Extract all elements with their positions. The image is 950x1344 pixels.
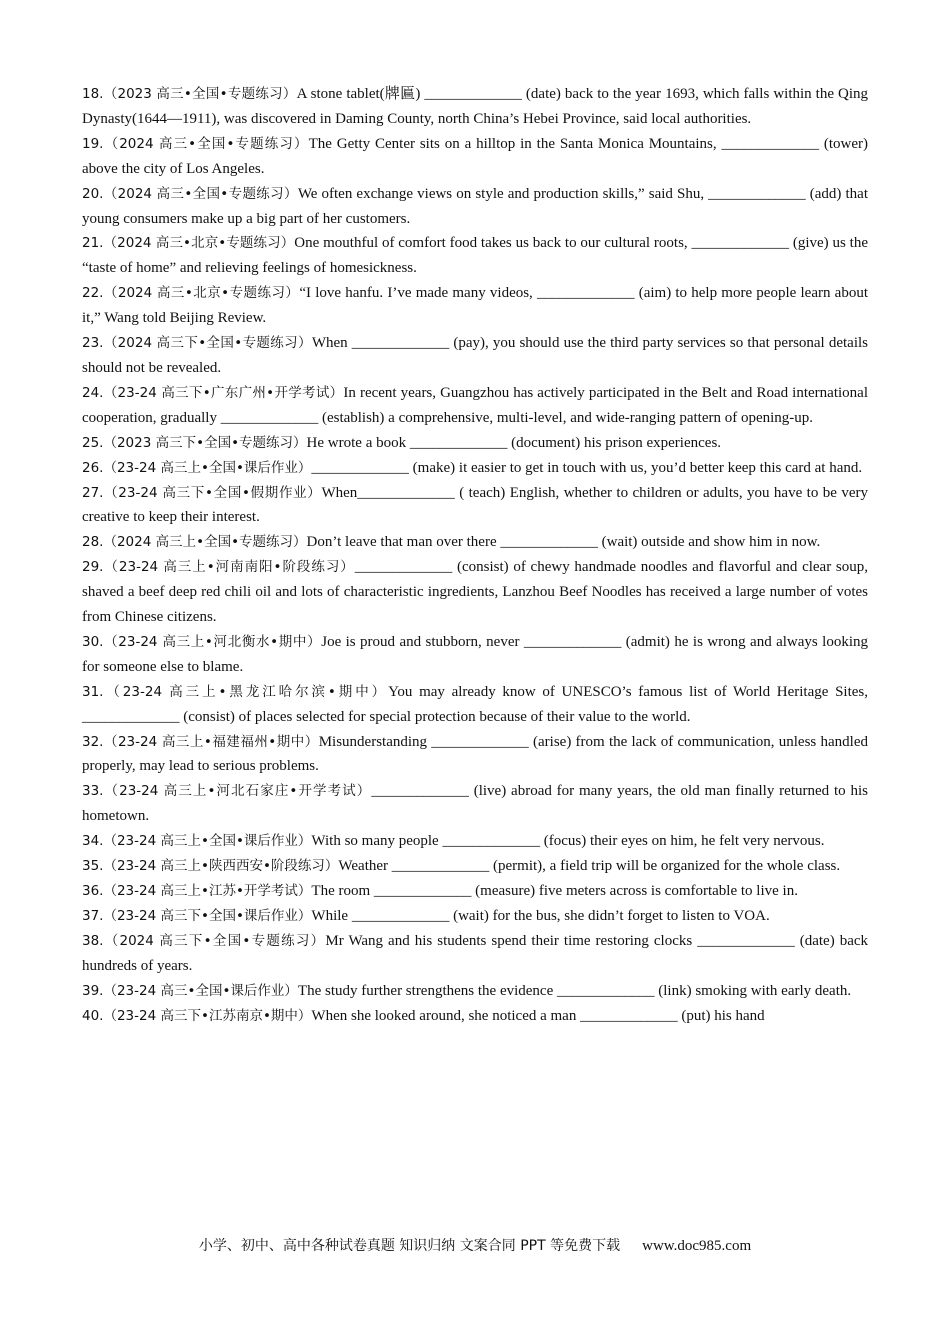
question-item	[82, 829, 868, 854]
question-source: 21.（2024 高三•北京•专题练习）	[82, 235, 295, 252]
question-source: 32.（23-24 高三上•福建福州•期中）	[82, 733, 319, 750]
question-text: The study further strengthens the evidence _____________ (link) smoking with early death.	[297, 982, 852, 999]
question-item	[82, 854, 868, 879]
question-item	[82, 481, 868, 531]
question-text: _____________ (consist) of chewy handmade noodles and flavorful and clear soup, shaved a beef deep red chili oil and lots of characteristic ingredients, Lanzhou Beef Noodles has received a large number of votes from Chinese citizens.	[82, 559, 868, 626]
question-item	[82, 456, 868, 481]
question-source: 19.（2024 高三•全国•专题练习）	[82, 135, 309, 152]
question-text: The Getty Center sits on a hilltop in the Santa Monica Mountains, _____________ (tower) above the city of Los Angeles.	[82, 135, 868, 177]
question-source: 18.（2023 高三•全国•专题练习）	[82, 86, 297, 102]
page-footer	[0, 1235, 950, 1255]
question-text: Weather _____________ (permit), a field trip will be organized for the whole class.	[338, 858, 841, 875]
question-source: 35.（23-24 高三上•陕西西安•阶段练习）	[82, 858, 339, 875]
question-item	[82, 630, 868, 680]
footer-url: www.doc985.com	[642, 1238, 752, 1254]
question-source: 26.（23-24 高三上•全国•课后作业）	[82, 459, 312, 476]
question-source: 38.（2024 高三下•全国•专题练习）	[82, 932, 326, 949]
question-text: We often exchange views on style and production skills,” said Shu, _____________ (add) that young consumers make up a big part of her customers.	[82, 185, 868, 227]
question-text: He wrote a book _____________ (document) his prison experiences.	[306, 434, 722, 451]
question-text: You may already know of UNESCO’s famous list of World Heritage Sites, _____________ (consist) of places selected for special protection because of their value to the world.	[82, 683, 868, 725]
question-text: While _____________ (wait) for the bus, she didn’t forget to listen to VOA.	[311, 907, 770, 924]
question-item	[82, 680, 868, 730]
question-source: 24.（23-24 高三下•广东广州•开学考试）	[82, 384, 344, 401]
question-item	[82, 929, 868, 979]
question-source: 33.（23-24 高三上•河北石家庄•开学考试）	[82, 783, 372, 800]
question-source: 29.（23-24 高三上•河南南阳•阶段练习）	[82, 559, 355, 576]
question-item	[82, 431, 868, 456]
question-text: With so many people _____________ (focus) their eyes on him, he felt very nervous.	[311, 833, 825, 850]
question-item	[82, 879, 868, 904]
question-item	[82, 904, 868, 929]
question-source: 40.（23-24 高三下•江苏南京•期中）	[82, 1007, 312, 1024]
question-item	[82, 530, 868, 555]
question-item	[82, 381, 868, 431]
question-item	[82, 331, 868, 381]
question-item	[82, 555, 868, 630]
question-source: 39.（23-24 高三•全国•课后作业）	[82, 982, 298, 999]
question-source: 23.（2024 高三下•全国•专题练习）	[82, 335, 312, 352]
question-source: 28.（2024 高三上•全国•专题练习）	[82, 534, 307, 551]
question-source: 25.（2023 高三下•全国•专题练习）	[82, 434, 307, 451]
question-text: Don’t leave that man over there _____________ (wait) outside and show him in now.	[306, 534, 821, 551]
question-item	[82, 281, 868, 331]
question-item	[82, 82, 868, 132]
question-item	[82, 182, 868, 232]
footer-text: 小学、初中、高中各种试卷真题 知识归纳 文案合同 PPT 等免费下载	[198, 1238, 621, 1254]
question-source: 36.（23-24 高三上•江苏•开学考试）	[82, 883, 312, 899]
question-text: Joe is proud and stubborn, never _____________ (admit) he is wrong and always looking for someone else to blame.	[82, 633, 868, 675]
question-item	[82, 231, 868, 281]
question-text: When she looked around, she noticed a man _____________ (put) his hand	[311, 1007, 765, 1024]
question-text: Mr Wang and his students spend their time restoring clocks _____________ (date) back hundreds of years.	[82, 932, 869, 974]
question-text: A stone tablet(牌匾) _____________ (date) back to the year 1693, which falls within the Qing Dynasty(1644—1911), was discovered in Daming County, north China’s Hebei Province, said local authorities.	[82, 86, 868, 127]
question-text: Misunderstanding _____________ (arise) from the lack of communication, unless handled properly, may lead to serious problems.	[82, 733, 868, 775]
question-list	[82, 82, 868, 1028]
question-source: 37.（23-24 高三下•全国•课后作业）	[82, 907, 312, 924]
question-source: 22.（2024 高三•北京•专题练习）	[82, 285, 300, 302]
question-item	[82, 730, 868, 780]
question-text: In recent years, Guangzhou has actively participated in the Belt and Road international cooperation, gradually _____________ (establish) a comprehensive, multi-level, and wide-ranging pattern of opening-up.	[82, 384, 868, 426]
question-source: 34.（23-24 高三上•全国•课后作业）	[82, 833, 312, 850]
question-source: 20.（2024 高三•全国•专题练习）	[82, 185, 298, 202]
question-text: When _____________ (pay), you should use the third party services so that personal details should not be revealed.	[82, 335, 868, 376]
question-item	[82, 779, 868, 829]
question-source: 31.（23-24 高三上•黑龙江哈尔滨•期中）	[82, 683, 389, 700]
question-text: When_____________ ( teach) English, whether to children or adults, you have to be very creative to keep their interest.	[82, 484, 868, 526]
question-item	[82, 1004, 868, 1029]
question-item	[82, 979, 868, 1004]
question-source: 27.（23-24 高三下•全国•假期作业）	[82, 484, 322, 501]
question-text: _____________ (make) it easier to get in touch with us, you’d better keep this card at hand.	[311, 459, 863, 476]
question-source: 30.（23-24 高三上•河北衡水•期中）	[82, 633, 322, 650]
question-text: One mouthful of comfort food takes us back to our cultural roots, _____________ (give) us the “taste of home” and relieving feelings of homesickness.	[82, 235, 868, 277]
question-text: The room _____________ (measure) five meters across is comfortable to live in.	[311, 883, 798, 899]
question-text: _____________ (live) abroad for many years, the old man finally returned to his hometown.	[82, 783, 868, 825]
question-item	[82, 132, 868, 182]
question-text: “I love hanfu. I’ve made many videos, _____________ (aim) to help more people learn about it,” Wang told Beijing Review.	[82, 285, 868, 327]
